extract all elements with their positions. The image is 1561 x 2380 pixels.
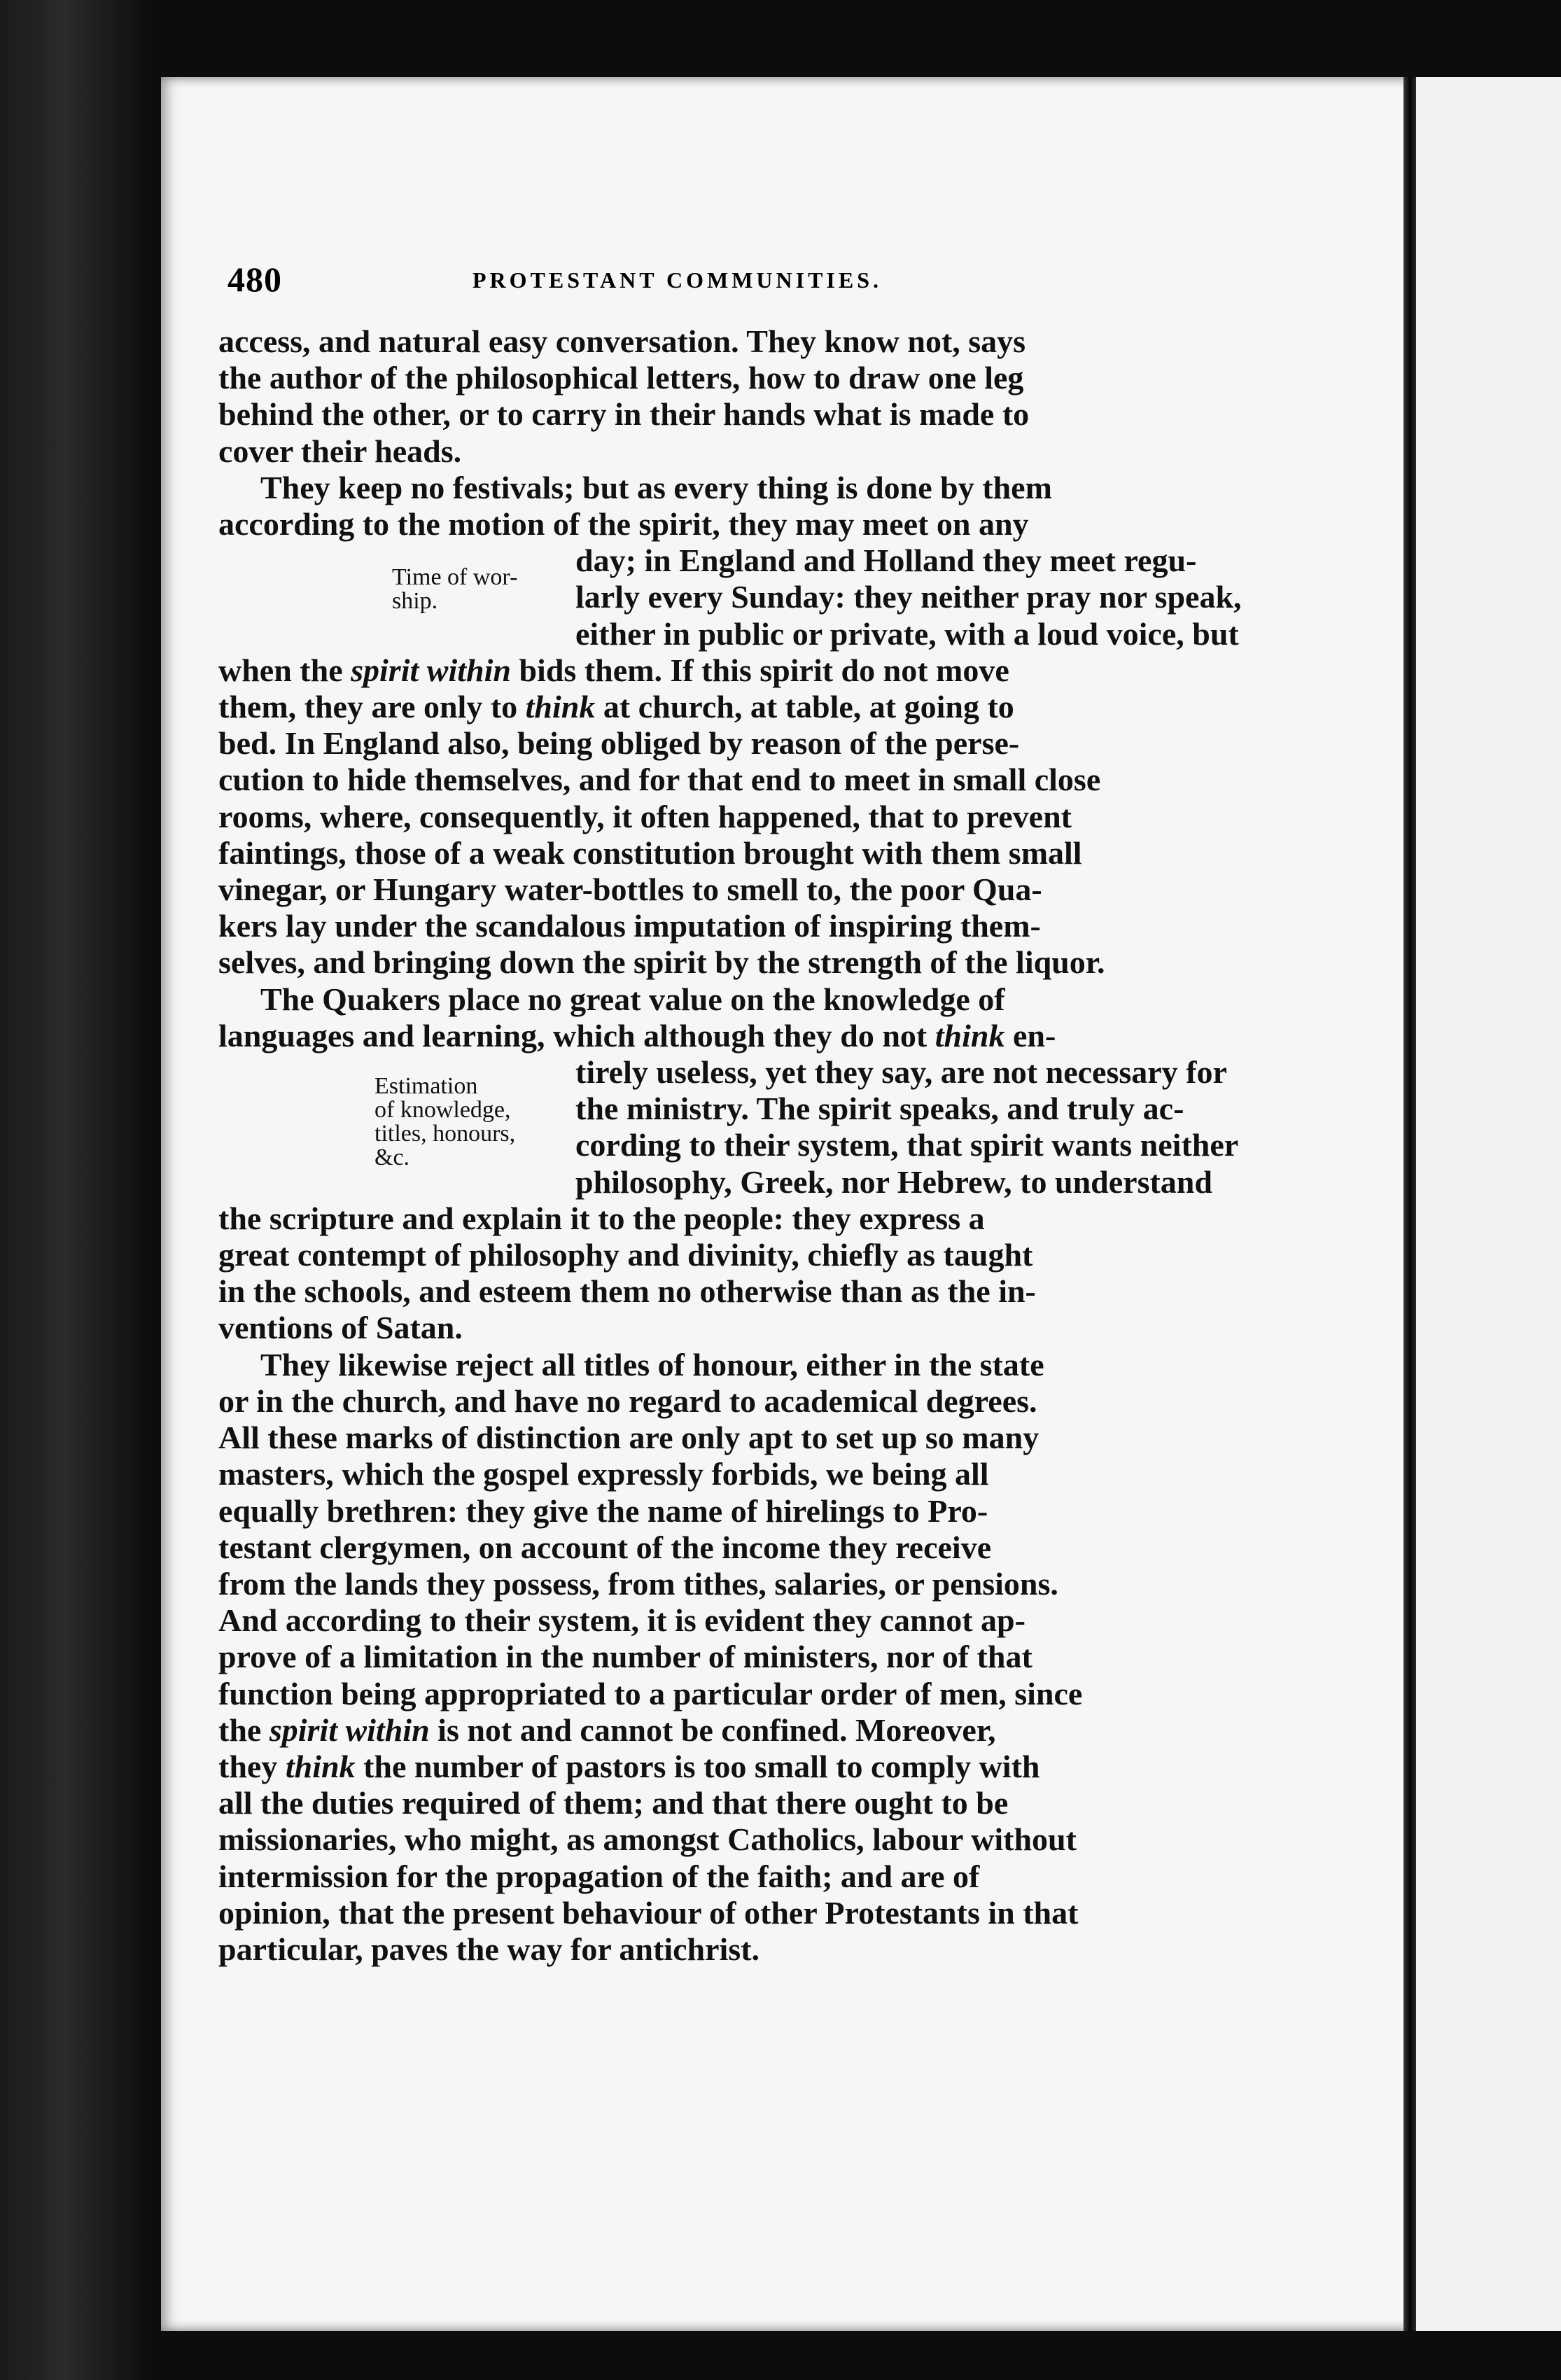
text-line: them, they are only to think at church, at table, at going to	[218, 689, 1014, 725]
text-line: philosophy, Greek, nor Hebrew, to understand	[575, 1163, 1212, 1200]
text-line: behind the other, or to carry in their hands what is made to	[218, 396, 1030, 433]
book-binding-edge	[0, 0, 161, 2380]
text-line: they think the number of pastors is too small to comply with	[218, 1748, 1040, 1784]
text-line: rooms, where, consequently, it often happened, that to prevent	[218, 798, 1072, 834]
text-line: the ministry. The spirit speaks, and truly ac-	[575, 1091, 1184, 1127]
text-line: from the lands they possess, from tithes, salaries, or pensions.	[218, 1565, 1058, 1602]
text-line: vinegar, or Hungary water-bottles to smell to, the poor Qua-	[218, 872, 1042, 908]
page-header	[227, 259, 1306, 315]
page-gutter	[1404, 77, 1416, 2331]
text-line: equally brethren: they give the name of hirelings to Pro-	[218, 1492, 988, 1529]
page-number: 480	[227, 260, 282, 299]
text-line: all the duties required of them; and that there ought to be	[218, 1785, 1009, 1821]
text-line: kers lay under the scandalous imputation of inspiring them-	[218, 908, 1041, 944]
text-line: cution to hide themselves, and for that end to meet in small close	[218, 762, 1101, 798]
text-line: cording to their system, that spirit wants neither	[575, 1127, 1239, 1163]
text-line: tirely useless, yet they say, are not necessary for	[575, 1054, 1227, 1091]
margin-note-estimation-of-knowledge: Estimation of knowledge, titles, honours, &c.	[374, 1073, 516, 1170]
text-line: or in the church, and have no regard to academical degrees.	[218, 1382, 1037, 1419]
text-line: function being appropriated to a particular order of men, since	[218, 1675, 1083, 1712]
text-line: The Quakers place no great value on the knowledge of	[260, 981, 1005, 1017]
text-line: great contempt of philosophy and divinity, chiefly as taught	[218, 1237, 1033, 1273]
text-line: faintings, those of a weak constitution brought with them small	[218, 834, 1082, 871]
text-line: opinion, that the present behaviour of other Protestants in that	[218, 1894, 1079, 1931]
text-line: They likewise reject all titles of honour, either in the state	[260, 1346, 1044, 1382]
text-line: cover their heads.	[218, 433, 462, 469]
text-line: in the schools, and esteem them no otherwise than as the in-	[218, 1273, 1036, 1310]
text-line: when the spirit within bids them. If this spirit do not move	[218, 652, 1009, 688]
text-line: masters, which the gospel expressly forbids, we being all	[218, 1456, 989, 1492]
text-line: day; in England and Holland they meet regu-	[575, 542, 1197, 579]
adjacent-page-edge	[1416, 77, 1561, 2331]
text-line: the author of the philosophical letters, how to draw one leg	[218, 360, 1024, 396]
text-line: bed. In England also, being obliged by reason of the perse-	[218, 725, 1020, 762]
text-line: according to the motion of the spirit, they may meet on any	[218, 506, 1029, 542]
text-line: particular, paves the way for antichrist.	[218, 1931, 760, 1967]
text-line: the spirit within is not and cannot be confined. Moreover,	[218, 1712, 996, 1748]
text-line: languages and learning, which although they do not think en-	[218, 1017, 1056, 1054]
text-line: either in public or private, with a loud voice, but	[575, 615, 1239, 652]
text-line: prove of a limitation in the number of ministers, nor of that	[218, 1639, 1032, 1675]
text-line: intermission for the propagation of the faith; and are of	[218, 1858, 980, 1894]
margin-note-time-of-worship: Time of wor- ship.	[392, 564, 518, 614]
text-line: the scripture and explain it to the people: they express a	[218, 1200, 985, 1236]
text-line: access, and natural easy conversation. They know not, says	[218, 323, 1026, 359]
text-line: ventions of Satan.	[218, 1310, 463, 1346]
text-line: All these marks of distinction are only apt to set up so many	[218, 1420, 1040, 1456]
text-line: They keep no festivals; but as every thing is done by them	[260, 469, 1052, 505]
body-text	[218, 323, 1324, 1968]
text-line: larly every Sunday: they neither pray nor speak,	[575, 579, 1242, 615]
text-line: selves, and bringing down the spirit by the strength of the liquor.	[218, 944, 1105, 981]
running-head: PROTESTANT COMMUNITIES.	[472, 267, 882, 293]
text-line: And according to their system, it is evident they cannot ap-	[218, 1602, 1026, 1639]
text-line: missionaries, who might, as amongst Catholics, labour without	[218, 1821, 1077, 1858]
text-line: testant clergymen, on account of the income they receive	[218, 1529, 992, 1565]
